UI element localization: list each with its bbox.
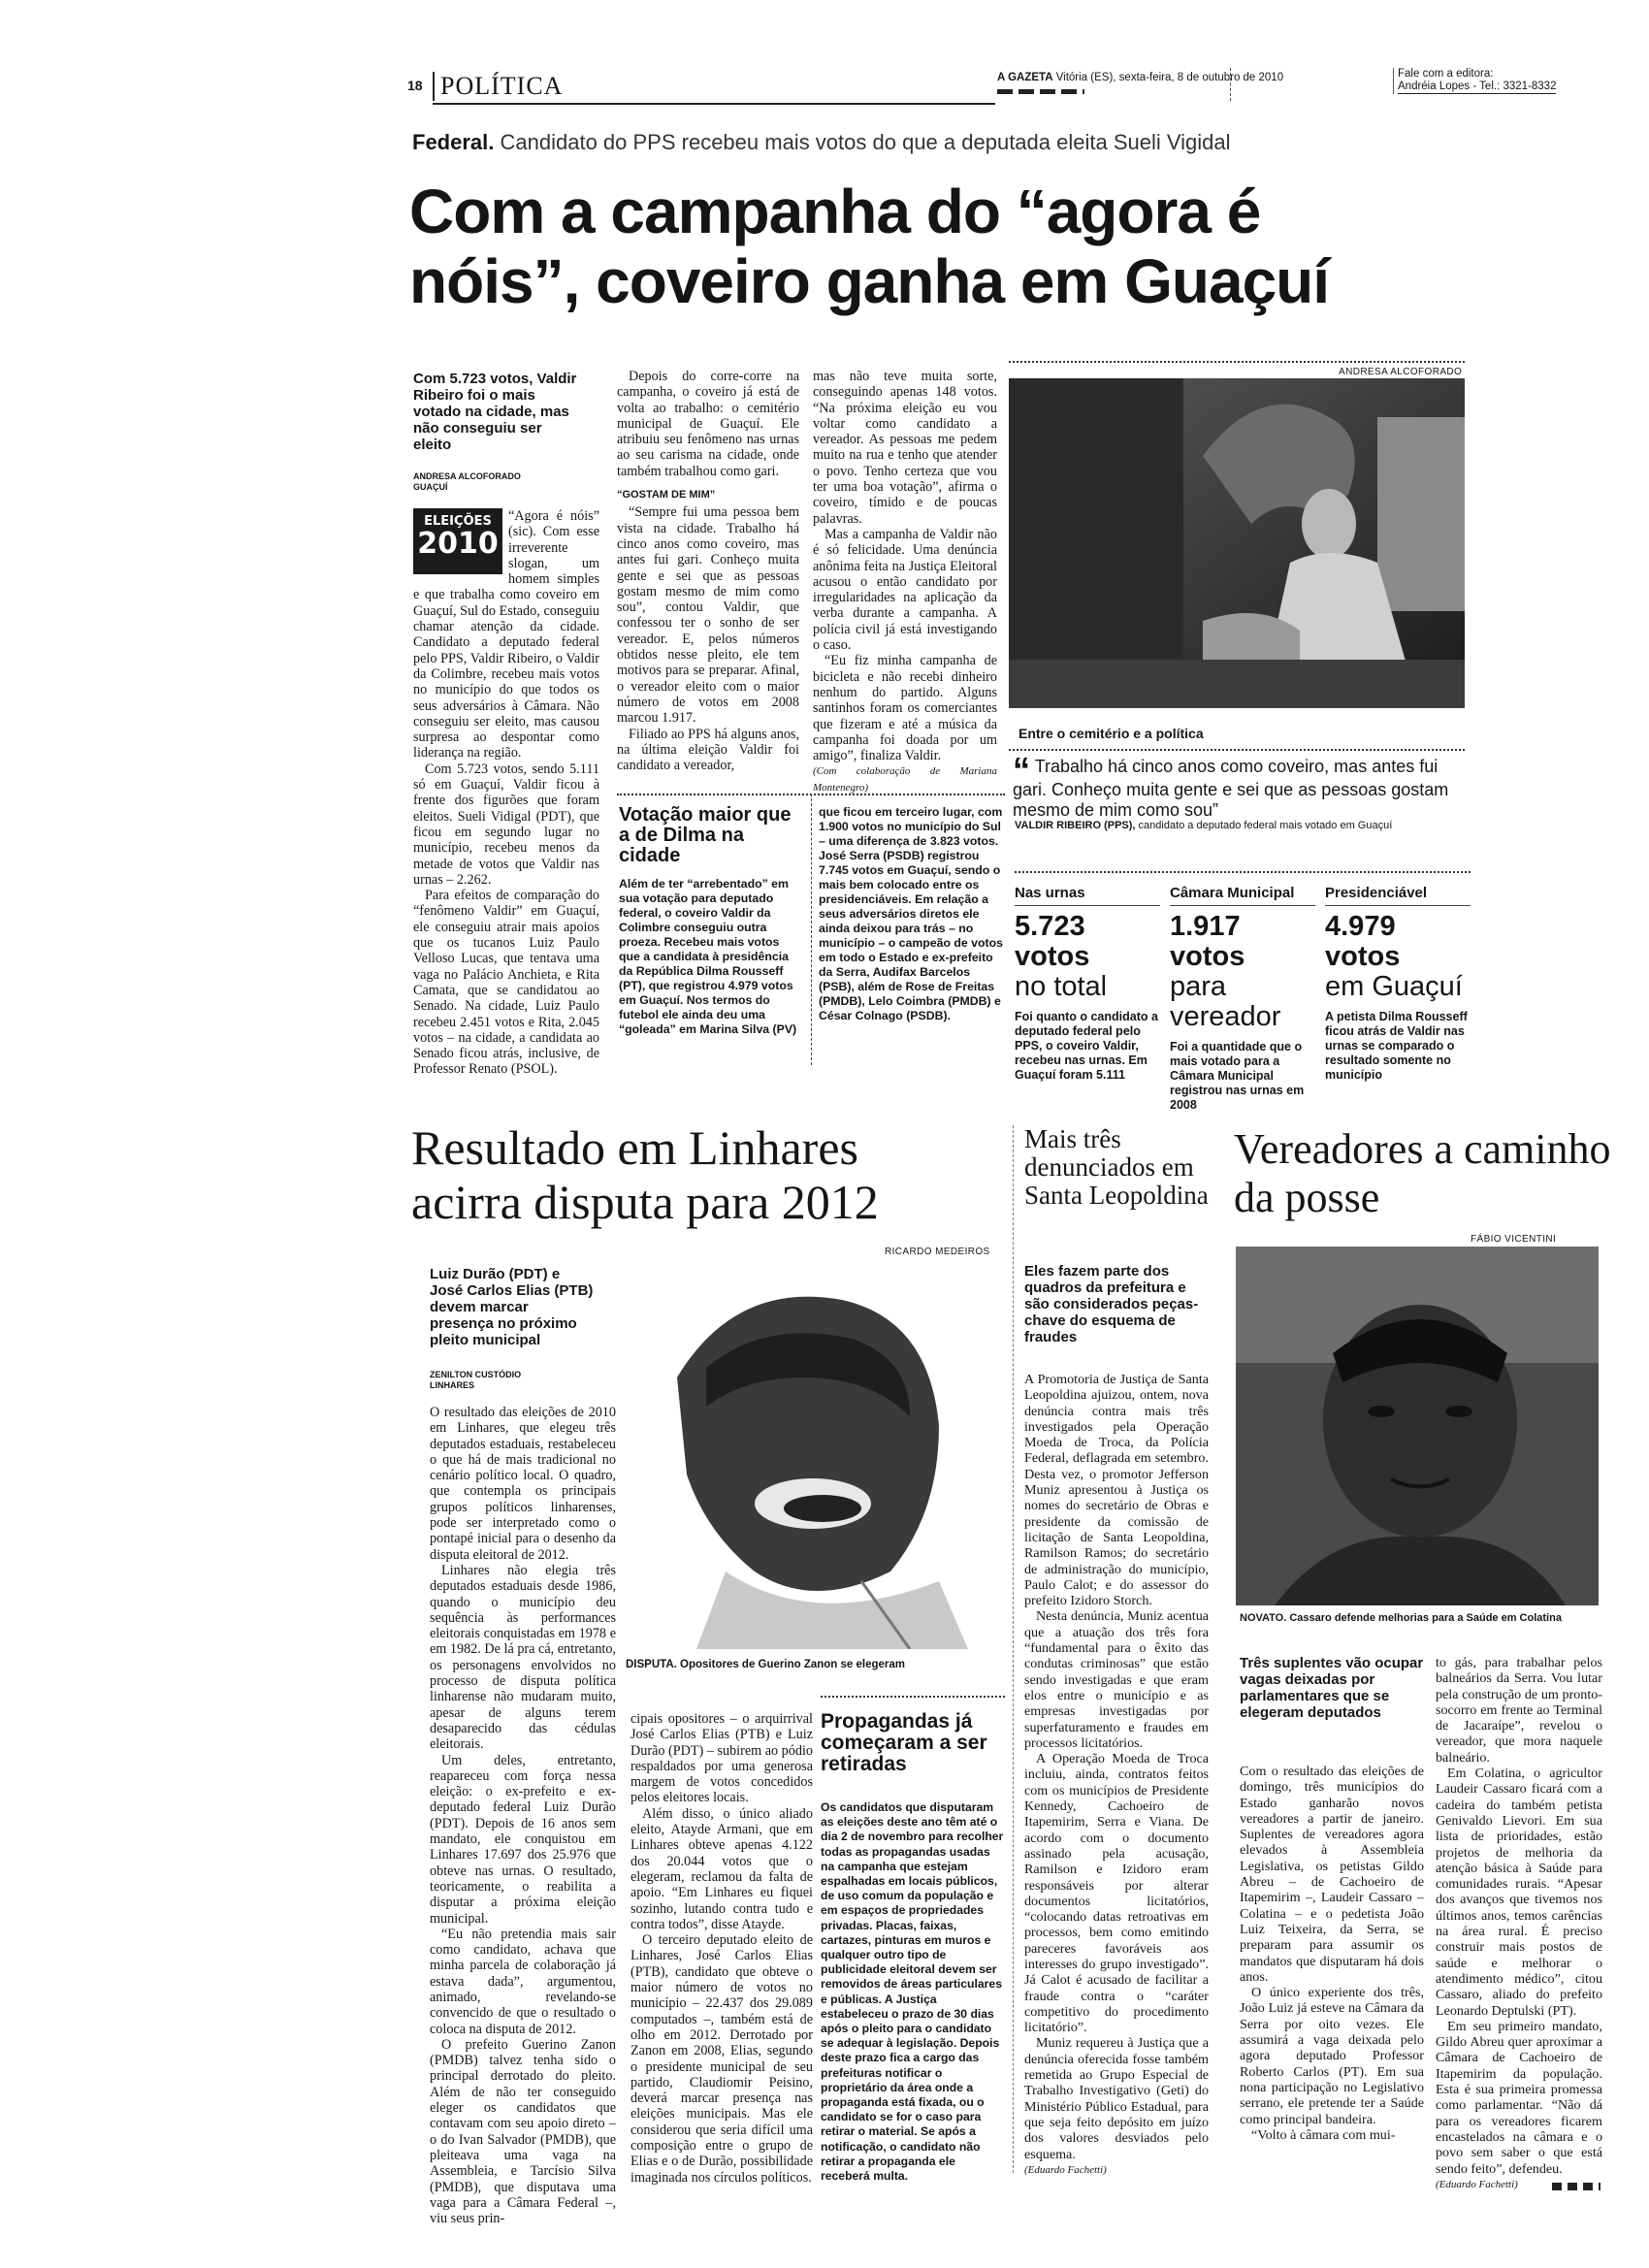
main-col-2 [617, 369, 799, 773]
vereadores-photo-credit: FÁBIO VICENTINI [1471, 1234, 1557, 1245]
leopoldina-credit: (Eduardo Fachetti) [1024, 2163, 1107, 2176]
linhares-col2-p1: cipais opositores – o arquirrival José Carlos Elias (PTB) e Luiz Durão (PDT) – subirem ao pódio respaldados por uma generosa margem de votos concedidos pelos eleitores locais. [630, 1711, 813, 1806]
headline-line-2: nóis”, coveiro ganha em Guaçuí [409, 246, 1330, 316]
quote-source-rest: candidato a deputado federal mais votado em Guaçuí [1138, 820, 1393, 831]
dilma-box-divider [811, 794, 812, 1065]
editor-contact [1393, 68, 1556, 94]
vereadores-col2-p3: Em seu primeiro mandato, Gildo Abreu quer aproximar a Câmara de Cachoeiro de Itapemirim da população. Esta é sua primeira promessa como parlamentar. “Não dá para os vereadores ficarem encastelados na câmara e o povo sem saber o que está sendo feito”, defendeu. [1436, 2018, 1602, 2177]
quote-source-name: VALDIR RIBEIRO (PPS), [1015, 820, 1136, 831]
column-separator [1013, 1125, 1014, 2173]
stat-presid-title: Presidenciável [1325, 885, 1471, 906]
vereadores-col-1 [1240, 1764, 1424, 2143]
linhares-col1-p2: Linhares não elegia três deputados estaduais desde 1986, quando o município deu sequência às performances eleitorais conquistadas em 1978 e em 1982. De lá pra cá, entretanto, os personagens envolvidos no processo de disputa política linharense não mudaram muito, apesar de alguns terem desaparecido das cédulas eleitorais. [430, 1562, 616, 1753]
linhares-col2-p3: O terceiro deputado eleito de Linhares, José Carlos Elias (PTB), candidato que obteve o maior número de votos no município – 22.437 dos 29.089 computados –, também está de olho em 2012. Derrotado por Zanon em 2008, Elias, segundo o presidente municipal de seu partido, Claudiomir Peisino, deverá marcar presença nas eleições municipais. Mas ele considerou que seria difícil uma composição entre o grupo de Elias e o de Durão, possibilidade imaginada nos círculos políticos. [630, 1932, 813, 2186]
main-photo-credit: ANDRESA ALCOFORADO [1339, 367, 1463, 377]
stat-presid-note: A petista Dilma Rousseff ficou atrás de Valdir nas urnas se comparado o resultado somente no município [1325, 1010, 1468, 1082]
stat-camara-sub: para vereador [1170, 971, 1281, 1032]
linhares-deck: Luiz Durão (PDT) e José Carlos Elias (PTB) devem marcar presença no próximo pleito municipal [430, 1266, 594, 1348]
propagandas-text: Os candidatos que disputaram as eleições deste ano têm até o dia 2 de novembro para recolher todas as propagandas usadas na campanha que estejam espalhadas em locais públicos, de uso comum da população e em espaços de propriedades privadas. Placas, faixas, cartazes, pinturas em muros e qualquer outro tipo de publicidade eleitoral devem ser removidos de áreas particulares e públicas. A Justiça estabeleceu o prazo de 30 dias após o pleito para o candidato se adequar à legislação. Depois deste prazo fica a cargo das prefeituras notificar o proprietário da área onde a propaganda está fixada, ou o candidato se for o caso para retirar o material. Se após a notificação, o candidato não retirar a propaganda ele receberá multa. [821, 1800, 1004, 2184]
stat-urnas-title: Nas urnas [1015, 885, 1160, 906]
leopoldina-headline: Mais três denunciados em Santa Leopoldina [1024, 1124, 1209, 1210]
stat-urnas-big [1015, 912, 1160, 972]
vereadores-caption-text: Cassaro defende melhorias para a Saúde em Colatina [1289, 1612, 1562, 1624]
quote-source [1015, 820, 1392, 831]
main-col3-p3: “Eu fiz minha campanha de bicicleta e não recebi dinheiro nenhum do partido. Alguns santinhos foram os comerciantes que fizeram e até a música da campanha foi doada por um amigo”, finaliza Valdir. [813, 653, 997, 764]
linhares-byline-place: LINHARES [430, 1380, 475, 1390]
linhares-col1-p4: “Eu não pretendia mais sair como candidato, achava que minha parcela de colaboração já estava dada”, argumentou, animado, revelando-se convencido de que o resultado o coloca na disputa de 2012. [430, 1926, 616, 2037]
photo-top-rule [1009, 361, 1465, 363]
main-photo [1009, 378, 1465, 708]
propagandas-box [821, 1696, 1005, 2190]
linhares-col1-p3: Um deles, entretanto, reapareceu com força nessa eleição: o ex-prefeito e ex-deputado federal Luiz Durão (PDT). Depois de 16 anos sem mandato, ele conquistou em Linhares 17.697 dos 25.976 que obteve nas urnas. O resultado, teoricamente, o reabilita a disputar a próxima eleição municipal. [430, 1752, 616, 1927]
vereadores-credit: (Eduardo Fachetti) [1436, 2178, 1518, 2190]
linhares-headline [411, 1120, 879, 1229]
main-col-3 [813, 369, 997, 795]
linhares-photo [619, 1261, 1007, 1649]
caption-rule [1009, 749, 1465, 751]
main-col2-p3: Filiado ao PPS há alguns anos, na última eleição Valdir foi candidato a vereador, [617, 726, 799, 774]
dateline [997, 72, 1283, 83]
stat-urnas-note: Foi quanto o candidato a deputado federal pelo PPS, o coveiro Valdir, recebeu nas urnas. Em Guaçuí foram 5.111 [1015, 1010, 1158, 1082]
header-divider [1230, 68, 1231, 101]
coveiro-photo-illustration [1009, 378, 1465, 708]
headline-line-1: Com a campanha do “agora é [409, 177, 1261, 246]
linhares-col-2 [630, 1711, 813, 2186]
linhares-caption-text: Opositores de Guerino Zanon se elegeram [680, 1659, 906, 1670]
quote-mark-icon: “ [1013, 750, 1030, 790]
stat-presid-value: 4.979 votos [1325, 911, 1401, 972]
linhares-byline [430, 1370, 521, 1391]
linhares-headline-1: Resultado em Linhares [411, 1120, 858, 1175]
linhares-col1-p1: O resultado das eleições de 2010 em Linhares, que elegeu três deputados estaduais, restabeleceu o que há de mais tradicional no cenário político local. O quadro, que contempla os principais grupos políticos linharenses, pode ser interpretado como o pontapé inicial para o desenho da disputa eleitoral de 2012. [430, 1405, 616, 1563]
vereadores-deck: Três suplentes vão ocupar vagas deixadas por parlamentares que se elegeram deputados [1240, 1655, 1424, 1721]
vereadores-photo-caption [1240, 1612, 1562, 1624]
main-col-1 [413, 508, 599, 1078]
stat-urnas [1015, 885, 1160, 1083]
page-header [407, 64, 1610, 107]
vereadores-col1-p2: O único experiente dos três, João Luiz já esteve na Câmara da Serra por oito vezes. Ele assumirá a vaga deixada pelo agora deputado Professor Roberto Carlos (PT). Em sua nona participação no Legislativo serrano, ele pretende ter a Saúde como principal bandeira. [1240, 1985, 1424, 2127]
vereadores-photo [1236, 1247, 1599, 1605]
section-label: POLÍTICA [433, 72, 563, 101]
main-photo-caption: Entre o cemitério e a política [1018, 726, 1204, 741]
stats-row [1015, 885, 1471, 1112]
stat-presid [1325, 885, 1471, 1083]
linhares-caption-label: DISPUTA. [626, 1659, 677, 1670]
dilma-box-left: Além de ter “arrebentado” em sua votação para deputado federal, o coveiro Valdir da Colimbre conseguiu outra proeza. Recebeu mais votos que a candidata à presidência da República Dilma Rousseff (PT), que registrou 4.979 votos em Guaçuí. Nos termos do futebol ele ainda deu uma “goleada” em Marina Silva (PV) [619, 877, 797, 1036]
cassaro-photo-illustration [1236, 1247, 1599, 1605]
stat-camara-title: Câmara Municipal [1170, 885, 1315, 906]
leopoldina-p1: A Promotoria de Justiça de Santa Leopoldina ajuizou, ontem, nova denúncia contra mais três investigados pela Operação Moeda de Troca, da Polícia Federal, deflagrada em setembro. Desta vez, o promotor Jefferson Muniz apresentou à Justiça os nomes do secretário de Obras e presidente da comissão de licitação de Santa Leopoldina, Ramilson Ramos; do secretário de administração do município, Paulo Calot; e do assessor do prefeito Izidoro Storch. [1024, 1372, 1209, 1609]
kicker-text: Candidato do PPS recebeu mais votos do que a deputada eleita Sueli Vigidal [500, 130, 1231, 154]
page-number: 18 [407, 78, 423, 93]
leopoldina-p3: A Operação Moeda de Troca incluiu, ainda, contratos feitos com os municípios de Presidente Kennedy, Cachoeiro de Itapemirim, Serra e Viana. De acordo com o documento assinado pela acusação, Ramilson e Izidoro eram responsáveis por alterar documentos licitatórios, “colocando datas retroativas em processos, bem como emitindo pareceres favoráveis aos interesses do grupo investigado”. Já Calot é acusado de facilitar a fraude contra o “caráter competitivo do procedimento licitatório”. [1024, 1751, 1209, 2036]
linhares-photo-credit: RICARDO MEDEIROS [885, 1247, 990, 1257]
main-col1-p1: “Agora é nóis” (sic). Com esse irreverente slogan, um homem simples e que trabalha como coveiro em Guaçuí, Sul do Estado, conseguiu chamar atenção da cidade. Candidato a deputado federal pelo PPS, Valdir Ribeiro, o Valdir da Colimbre, recebeu mais votos no município do que todos os seus adversários à Câmara. Não conseguiu ser eleito, mas causou surpresa ao despontar como liderança na região. [413, 508, 599, 761]
vereadores-headline: Vereadores a caminho da posse [1234, 1125, 1611, 1221]
politician-photo-illustration [619, 1261, 1007, 1649]
stat-camara-big [1170, 912, 1315, 972]
header-rule [433, 103, 995, 105]
dilma-box-title: Votação maior que a de Dilma na cidade [619, 804, 792, 866]
linhares-col2-p2: Além disso, o único aliado eleito, Atayde Armani, que em Linhares obteve apenas 4.122 dos 20.044 votos que o elegeram, reclamou da falta de apoio. “Em Linhares eu fiquei sozinho, lutando contra tudo e contra todos”, disse Atayde. [630, 1805, 813, 1932]
contact-phone: Andréia Lopes - Tel.: 3321-8332 [1398, 81, 1557, 92]
propagandas-top-rule [821, 1696, 1005, 1698]
contact-label: Fale com a editora: [1398, 68, 1494, 80]
logo-line-1: ELEIÇÕES [424, 514, 492, 529]
vereadores-caption-label: NOVATO. [1240, 1612, 1287, 1624]
main-col2-p2: “Sempre fui uma pessoa bem vista na cidade. Trabalho há cinco anos como coveiro, mas antes fui gari. Conheço muita gente e sei que as pessoas gostam mesmo de mim como sou”, contou Valdir, que confessou ter o sonho de ser vereador. E, pelos números obtidos nesse pleito, ele tem motivos para se preparar. Afinal, o vereador eleito com o maior número de votos em 2008 marcou 1.917. [617, 504, 799, 727]
logo-line-2: 2010 [417, 527, 499, 561]
dilma-box-right: que ficou em terceiro lugar, com 1.900 votos no município do Sul – uma diferença de 3.823 votos. José Serra (PSDB) registrou 7.745 votos em Guaçuí, sendo o mais bem colocado entre os presidenciáveis. Em relação a seus adversários diretos ele ainda deixou para trás – no município – o campeão de votos em todo o Estado e ex-prefeito da Serra, Audifax Barcelos (PSB), além de Rose de Freitas (PMDB), Lelo Coimbra (PMDB) e César Colnago (PSDB). [819, 805, 1003, 1022]
vereadores-col-2 [1436, 1655, 1602, 2192]
stat-urnas-sub: no total [1015, 971, 1108, 1002]
footer-marks [1552, 2183, 1600, 2190]
header-marks [997, 89, 1084, 94]
dilma-box [617, 794, 1005, 1065]
main-col3-p1: mas não teve muita sorte, conseguindo apenas 148 votos. “Na próxima eleição eu vou voltar como candidato a vereador. As pessoas me pedem muito na rua e tenho que atender o povo. Tenho certeza que vou ter uma boa votação”, afirma o coveiro, tímido e de poucas palavras. [813, 369, 997, 527]
main-kicker [412, 130, 1231, 155]
stat-camara-note: Foi a quantidade que o mais votado para a Câmara Municipal registrou nas urnas em 2008 [1170, 1040, 1305, 1112]
stat-camara-value: 1.917 votos [1170, 911, 1245, 972]
leopoldina-body [1024, 1372, 1209, 2178]
linhares-headline-2: acirra disputa para 2012 [411, 1175, 879, 1229]
main-col1-p2: Com 5.723 votos, sendo 5.111 só em Guaçuí, Valdir ficou à frente dos figurões que foram eleitos. Sueli Vidigal (PDT), que ficou em segundo lugar no município, recebeu menos da metade de votos que Valdir nas urnas – 2.262. [413, 761, 599, 888]
vereadores-col2-p1: to gás, para trabalhar pelos balneários da Serra. Vou lutar pela construção de um pronto-socorro em frente ao Terminal de Jacaraípe”, revelou o vereador, que mora naquele balneário. [1436, 1655, 1602, 1766]
byline-place: GUAÇUÍ [413, 482, 448, 492]
main-col1-p3: Para efeitos de comparação do “fenômeno Valdir” em Guaçuí, ele conseguiu atrair mais apoios que os tucanos Luiz Paulo Velloso Lucas, que tentava uma vaga no Palácio Anchieta, e Rita Camata, que se candidatou ao Senado. Na cidade, Luiz Paulo recebeu 2.451 votos e Rita, 2.045 votos – na cidade, a candidata ao Senado ficou atrás, inclusive, de Professor Renato (PSOL). [413, 888, 599, 1078]
leopoldina-p4: Muniz requereu à Justiça que a denúncia oferecida fosse também remetida ao Grupo Especial de Trabalho Investigativo (Geti) do Ministério Público Estadual, para que seja feito depósito em juízo dos valores desviados pelo esquema. [1024, 2035, 1209, 2162]
vereadores-col1-p1: Com o resultado das eleições de domingo, três municípios do Estado ganharão novos vereadores a partir de janeiro. Suplentes de vereadores agora elevados à Assembleia Legislativa, os petistas Gildo Abreu – de Cachoeiro de Itapemirim –, Laudeir Cassaro – Colatina – e o pedetista João Luiz Teixeira, da Serra, se preparam para assumir os mandatos que disputaram há dois anos. [1240, 1764, 1424, 1985]
stat-presid-sub: em Guaçuí [1325, 971, 1463, 1002]
propagandas-title: Propagandas já começaram a ser retiradas [821, 1710, 987, 1775]
main-subhead: “GOSTAM DE MIM” [617, 489, 716, 502]
vereadores-col1-p3: “Volto à câmara com mui- [1251, 2126, 1396, 2143]
byline-name: ANDRESA ALCOFORADO [413, 471, 521, 481]
linhares-col-1 [430, 1405, 616, 2226]
stat-camara [1170, 885, 1315, 1113]
linhares-byline-name: ZENILTON CUSTÓDIO [430, 1370, 522, 1379]
main-col3-credit: (Com colaboração de Mariana Montenegro) [813, 765, 997, 794]
kicker-label: Federal. [412, 130, 495, 154]
vereadores-col2-p2: Em Colatina, o agricultor Laudeir Cassaro ficará com a cadeira do também petista Genivaldo Lievori. Em sua lista de prioridades, estão projetos de melhoria da atenção básica à Saúde para comunidades rurais. “Apesar dos avanços que tivemos nos últimos anos, temos carências na área rural. É preciso construir mais postos de saúde e melhorar o atendimento médico”, citou Cassaro, aliado do prefeito Leonardo Deptulski (PT). [1436, 1766, 1602, 2019]
paper-name: A GAZETA [997, 72, 1053, 83]
linhares-col1-p5: O prefeito Guerino Zanon (PMDB) talvez tenha sido o principal derrotado do pleito. Além de não ter conseguido eleger os candidatos que contavam com seu apoio direto – o do Ivan Salvador (PMDB), que pleiteava uma vaga na Assembleia, e Tarcísio Silva (PMDB), que disputava uma vaga para a Câmara Federal –, viu seus prin- [430, 2036, 616, 2227]
leopoldina-deck: Eles fazem parte dos quadros da prefeitura e são considerados peças-chave do esquema de fraudes [1024, 1263, 1199, 1345]
main-byline [413, 471, 521, 493]
main-deck: Com 5.723 votos, Valdir Ribeiro foi o mais votado na cidade, mas não conseguiu ser eleito [413, 371, 577, 453]
stat-presid-big [1325, 912, 1471, 972]
linhares-photo-caption [626, 1659, 905, 1670]
quote-text: Trabalho há cinco anos como coveiro, mas antes fui gari. Conheço muita gente e sei que as pessoas gostam mesmo de mim como sou” [1013, 757, 1449, 820]
dateline-text: Vitória (ES), sexta-feira, 8 de outubro de 2010 [1055, 72, 1284, 83]
main-col3-p2: Mas a campanha de Valdir não é só felicidade. Uma denúncia anônima feita na Justiça Eleitoral acusou o então candidato por irregularidades na aplicação da verba durante a campanha. A polícia civil já está investigando o caso. [813, 526, 997, 654]
stats-top-rule [1015, 871, 1471, 873]
stat-urnas-value: 5.723 votos [1015, 911, 1090, 972]
main-headline [409, 177, 1329, 316]
main-col2-p1: Depois do corre-corre na campanha, o coveiro já está de volta ao trabalho: o cemitério municipal de Guaçuí. Ele atribuiu seu fenômeno nas urnas ao seu carisma na cidade, onde também trabalhou como gari. [617, 369, 799, 479]
leopoldina-p2: Nesta denúncia, Muniz acentua que a atuação dos três fora “fundamental para o êxito das condutas criminosas” que estão sendo investigadas e que eram elos entre o município e as empresas investigadas por superfaturamento e fraudes em processos licitatórios. [1024, 1608, 1209, 1751]
pull-quote [1013, 750, 1469, 821]
